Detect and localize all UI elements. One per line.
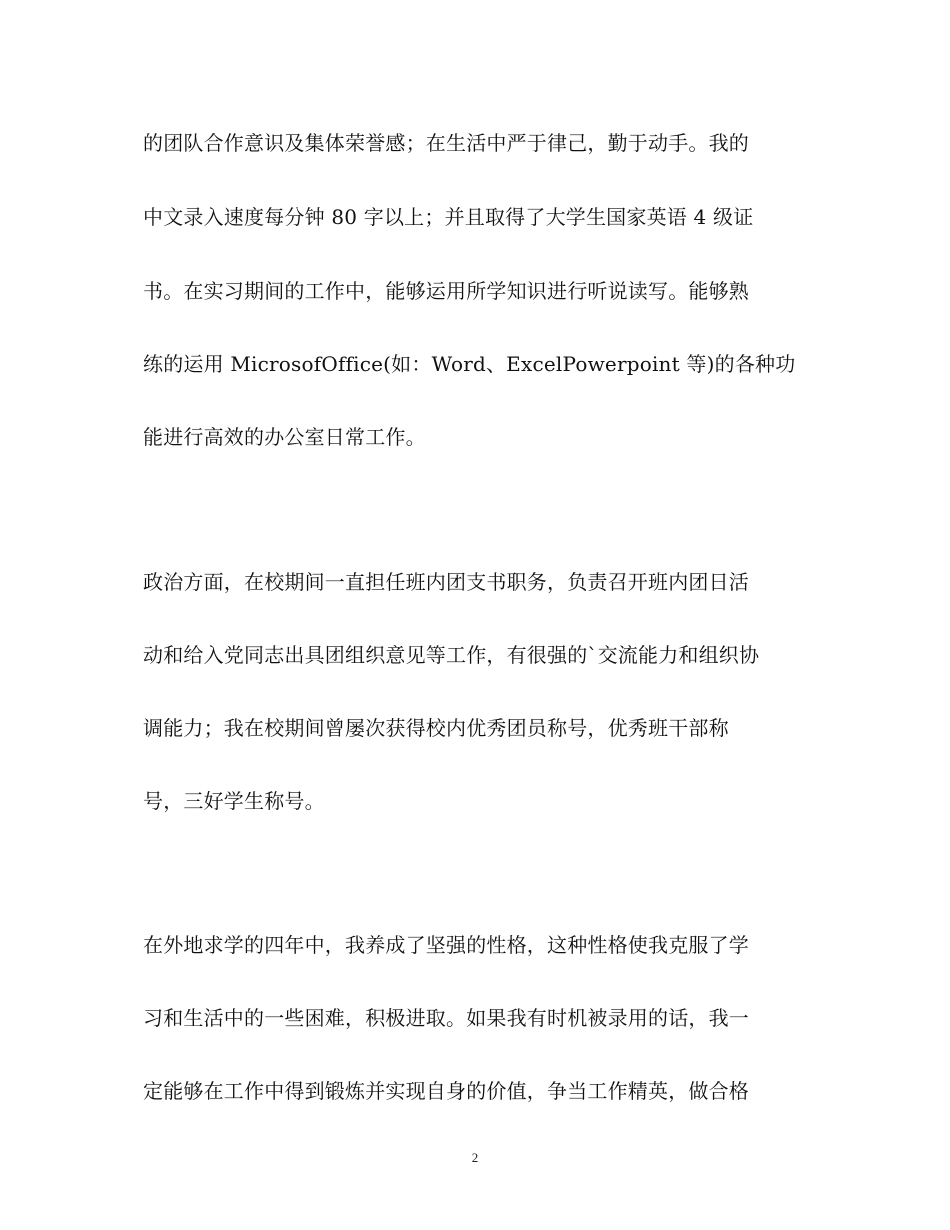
paragraph-line: 调能力；我在校期间曾屡次获得校内优秀团员称号，优秀班干部称 (143, 716, 729, 740)
paragraph-line: 练的运用 MicrosofOffice(如：Word、ExcelPowerpoint 等)的各种功 (143, 352, 796, 376)
paragraph-line: 中文录入速度每分钟 80 字以上；并且取得了大学生国家英语 4 级证 (143, 205, 754, 229)
paragraph-line: 在外地求学的四年中，我养成了坚强的性格，这种性格使我克服了学 (143, 933, 749, 957)
page-number: 2 (471, 1150, 479, 1165)
paragraph-line: 号，三好学生称号。 (143, 789, 325, 813)
paragraph-line: 能进行高效的办公室日常工作。 (143, 425, 426, 449)
paragraph-line: 定能够在工作中得到锻炼并实现自身的价值，争当工作精英，做合格 (143, 1079, 749, 1103)
paragraph-line: 的团队合作意识及集体荣誉感；在生活中严于律己，勤于动手。我的 (143, 131, 749, 155)
paragraph-line: 书。在实习期间的工作中，能够运用所学知识进行听说读写。能够熟 (143, 279, 749, 303)
paragraph-line: 动和给入党同志出具团组织意见等工作，有很强的`交流能力和组织协 (143, 643, 760, 667)
paragraph-line: 政治方面，在校期间一直担任班内团支书职务，负责召开班内团日活 (143, 570, 749, 594)
paragraph-line: 习和生活中的一些困难，积极进取。如果我有时机被录用的话，我一 (143, 1006, 749, 1030)
